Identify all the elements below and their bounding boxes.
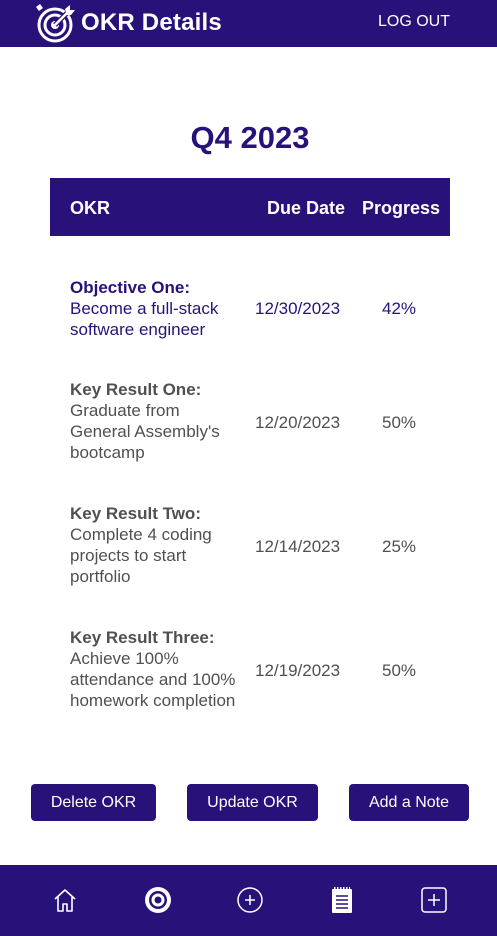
progress-cell: 25% <box>382 537 417 556</box>
nav-add-key-result[interactable] <box>420 886 448 914</box>
target-arrow-icon <box>34 2 76 44</box>
okr-cell <box>70 379 255 463</box>
due-date-cell: 12/20/2023 <box>255 413 341 432</box>
okr-description-line: homework completion <box>70 691 236 710</box>
progress-cell: 42% <box>382 299 417 318</box>
okr-cell <box>70 503 255 587</box>
okr-title: Objective One: <box>70 278 190 297</box>
okr-description-line: projects to start <box>70 546 187 565</box>
table-header <box>50 178 450 236</box>
okr-title: Key Result One: <box>70 380 202 399</box>
update-okr-button[interactable]: Update OKR <box>187 784 318 821</box>
delete-okr-button[interactable]: Delete OKR <box>31 784 156 821</box>
okr-description-line: Become a full-stack <box>70 299 219 318</box>
okr-cell <box>70 627 255 711</box>
due-date-cell: 12/30/2023 <box>255 299 341 318</box>
column-header-due-date: Due Date <box>267 198 346 218</box>
nav-add[interactable] <box>236 886 264 914</box>
progress-cell: 50% <box>382 661 417 680</box>
column-header-okr: OKR <box>70 198 110 218</box>
okr-description-line: Graduate from <box>70 401 180 420</box>
quarter-heading: Q4 2023 <box>190 120 310 155</box>
table-row-key-result[interactable] <box>50 379 450 465</box>
table-row-key-result[interactable] <box>50 503 450 589</box>
nav-okrs[interactable] <box>144 886 172 914</box>
table-row-key-result[interactable] <box>50 627 450 713</box>
top-header <box>0 0 497 47</box>
add-note-button[interactable]: Add a Note <box>349 784 469 821</box>
page-title: OKR Details <box>81 9 222 36</box>
due-date-cell: 12/14/2023 <box>255 537 341 556</box>
okr-description-line: software engineer <box>70 320 206 339</box>
notepad-icon <box>328 886 356 914</box>
progress-cell: 50% <box>382 413 417 432</box>
home-icon <box>51 886 79 914</box>
column-header-progress: Progress <box>362 198 441 218</box>
target-icon <box>144 886 172 914</box>
logout-link[interactable]: LOG OUT <box>377 13 450 30</box>
table-row-objective[interactable] <box>50 277 450 342</box>
okr-cell <box>70 277 255 340</box>
okr-description-line: attendance and 100% <box>70 670 236 689</box>
nav-home[interactable] <box>51 886 79 914</box>
nav-notes[interactable] <box>328 886 356 914</box>
add-circle-icon <box>236 886 264 914</box>
okr-description-line: Achieve 100% <box>70 649 179 668</box>
okr-title: Key Result Two: <box>70 504 201 523</box>
okr-description-line: bootcamp <box>70 443 145 462</box>
due-date-cell: 12/19/2023 <box>255 661 341 680</box>
okr-description-line: Complete 4 coding <box>70 525 212 544</box>
bottom-nav <box>0 865 497 936</box>
okr-title: Key Result Three: <box>70 628 215 647</box>
add-square-icon <box>420 886 448 914</box>
okr-description-line: General Assembly's <box>70 422 220 441</box>
okr-description-line: portfolio <box>70 567 131 586</box>
